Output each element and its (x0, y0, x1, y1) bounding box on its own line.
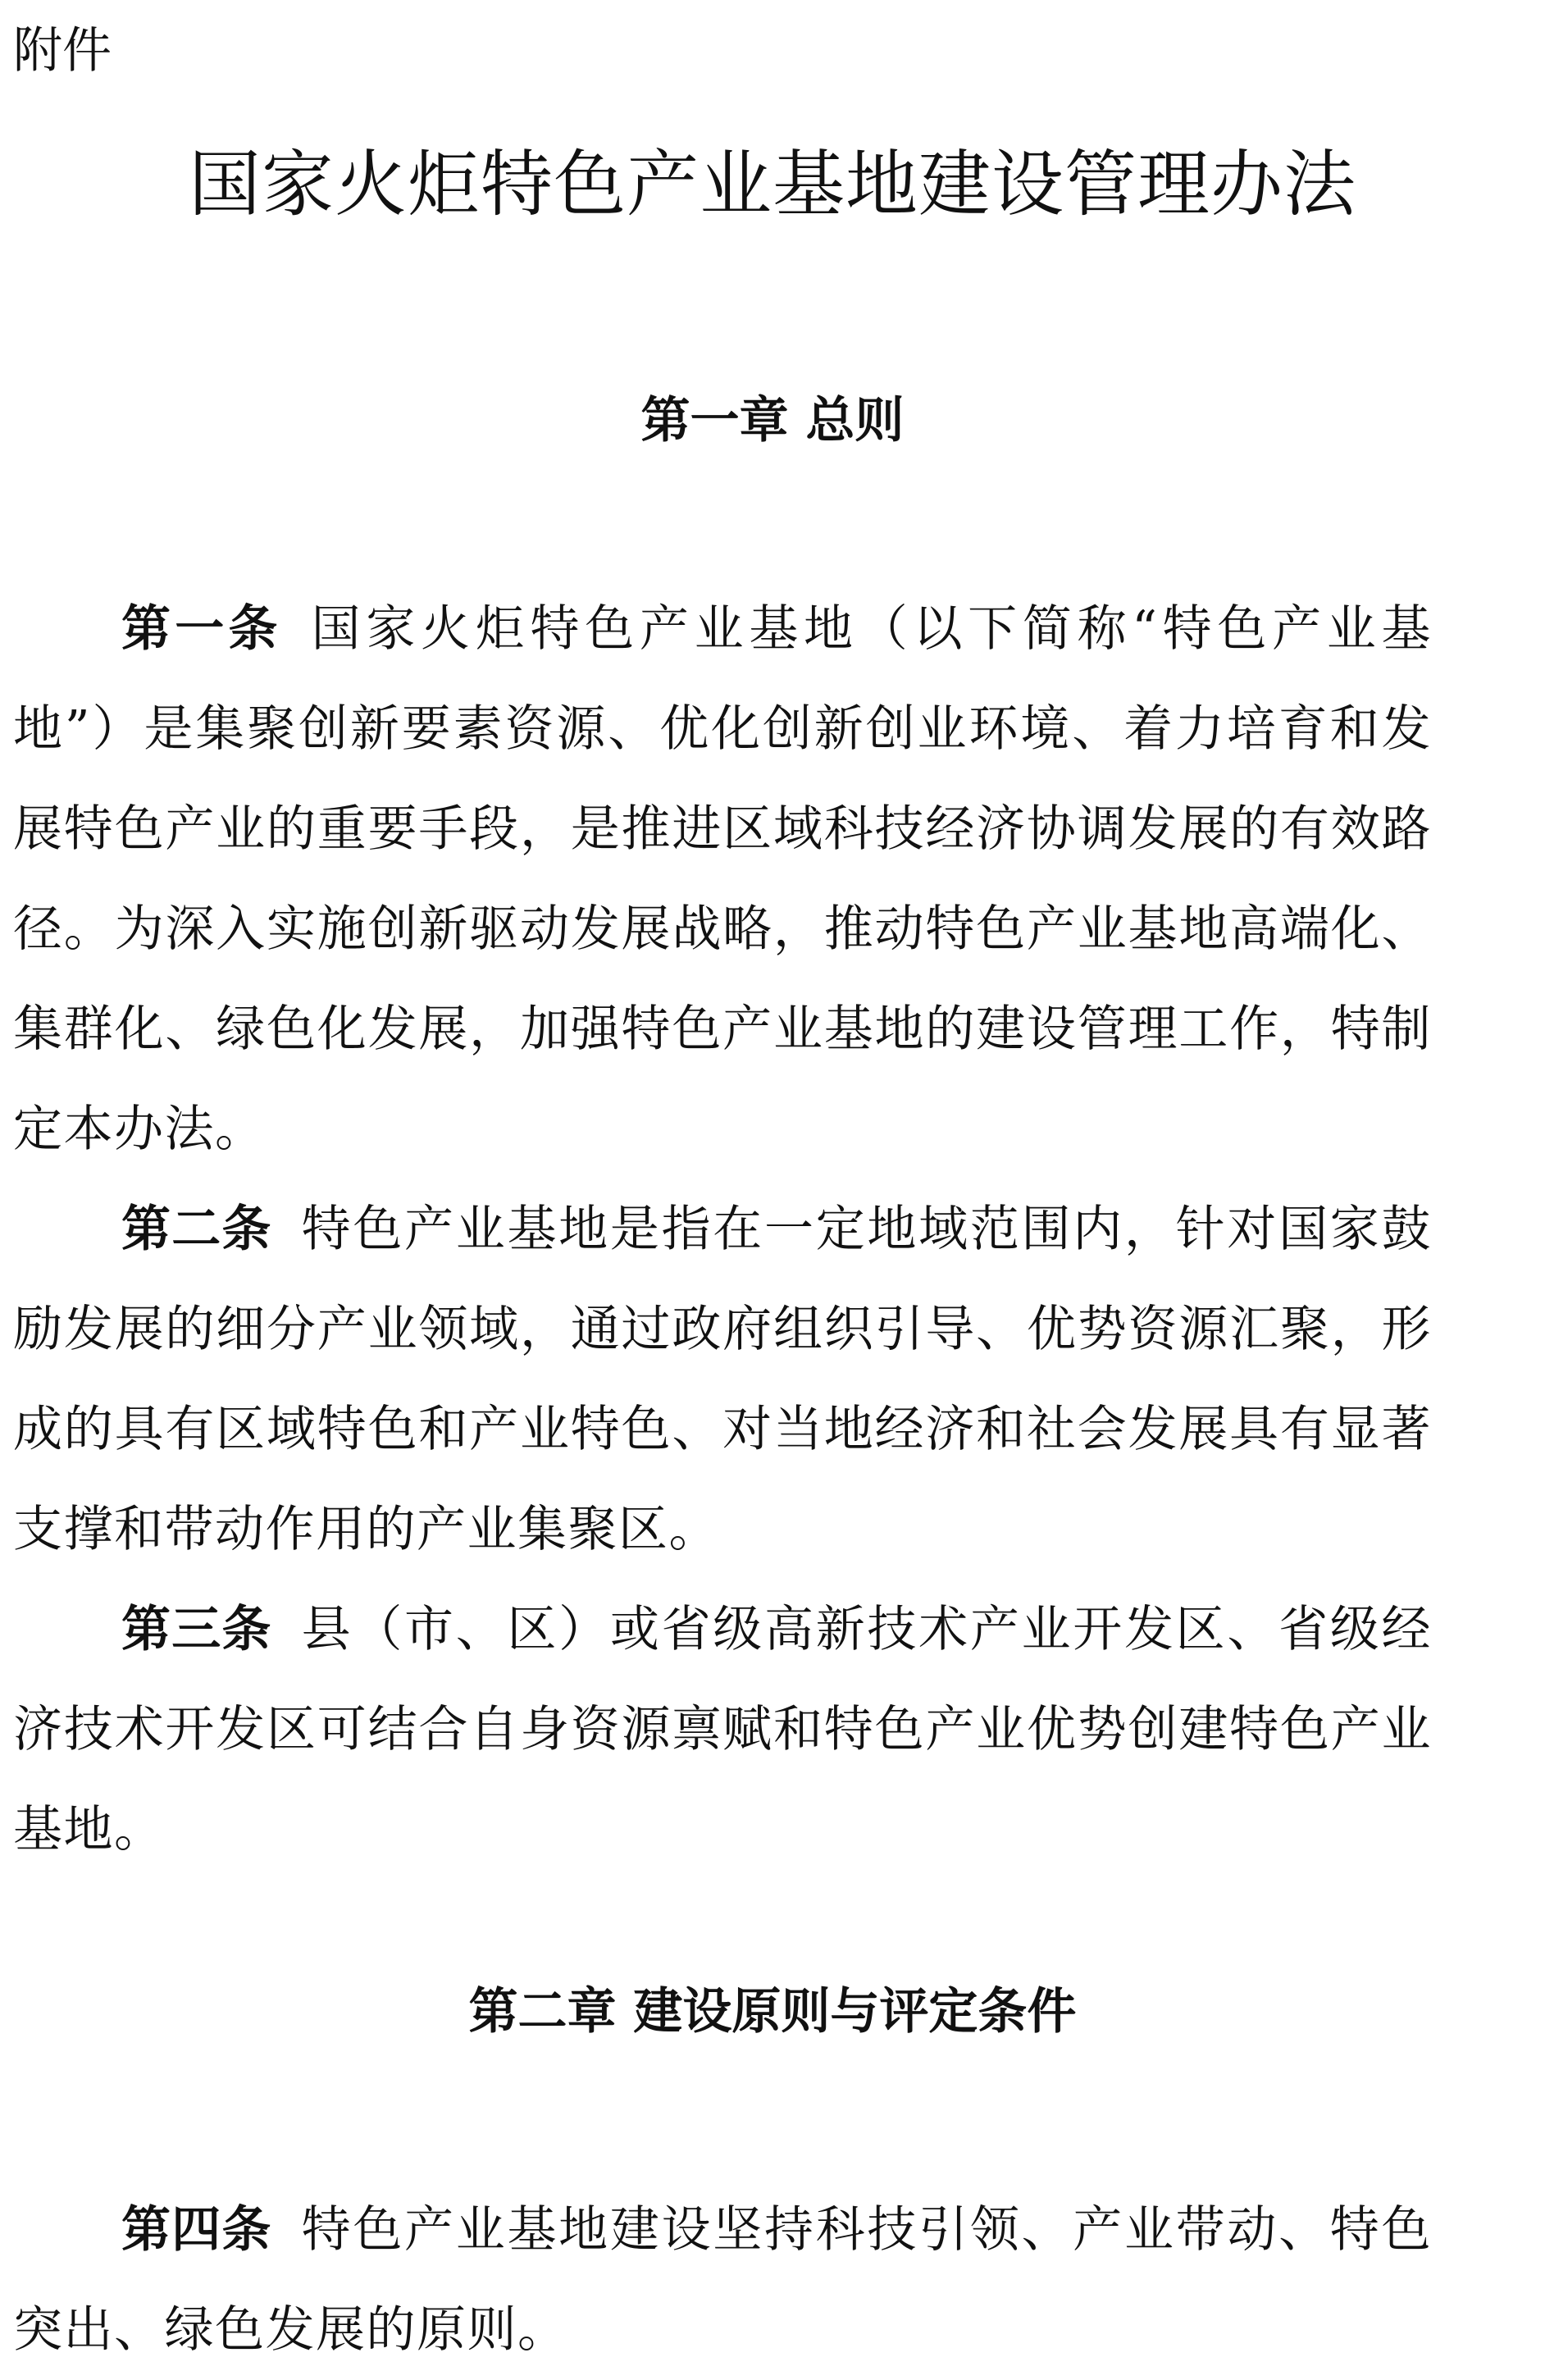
article-3 (13, 1580, 1432, 1880)
article-1 (13, 579, 1432, 1179)
attachment-label: 附件 (13, 22, 112, 80)
article-text: 特色产业基地是指在一定地域范围内，针对国家鼓励发展的细分产业领域，通过政府组织引导、优势资源汇聚，形成的具有区域特色和产业特色、对当地经济和社会发展具有显著支撑和带动作用的产业集聚区。 (13, 1201, 1432, 1558)
chapter-heading-1: 第一章 总则 (640, 392, 905, 449)
article-4 (13, 2180, 1432, 2380)
article-text: 县（市、区）或省级高新技术产业开发区、省级经济技术开发区可结合自身资源禀赋和特色产业优势创建特色产业基地。 (13, 1601, 1432, 1858)
article-number: 第一条 (121, 600, 282, 658)
chapter-heading-2: 第二章 建设原则与评定条件 (468, 1983, 1077, 2040)
article-number: 第三条 (121, 1601, 272, 1658)
article-text: 国家火炬特色产业基地（以下简称“特色产业基地”）是集聚创新要素资源、优化创新创业环境、着力培育和发展特色产业的重要手段，是推进区域科技经济协调发展的有效路径。为深入实施创新驱动发展战略，推动特色产业基地高端化、集群化、绿色化发展，加强特色产业基地的建设管理工作，特制定本办法。 (13, 600, 1432, 1158)
article-text: 特色产业基地建设坚持科技引领、产业带动、特色突出、绿色发展的原则。 (13, 2201, 1432, 2359)
document-title: 国家火炬特色产业基地建设管理办法 (188, 142, 1356, 226)
article-number: 第二条 (121, 1201, 272, 1258)
article-2 (13, 1179, 1432, 1580)
article-number: 第四条 (121, 2201, 272, 2259)
